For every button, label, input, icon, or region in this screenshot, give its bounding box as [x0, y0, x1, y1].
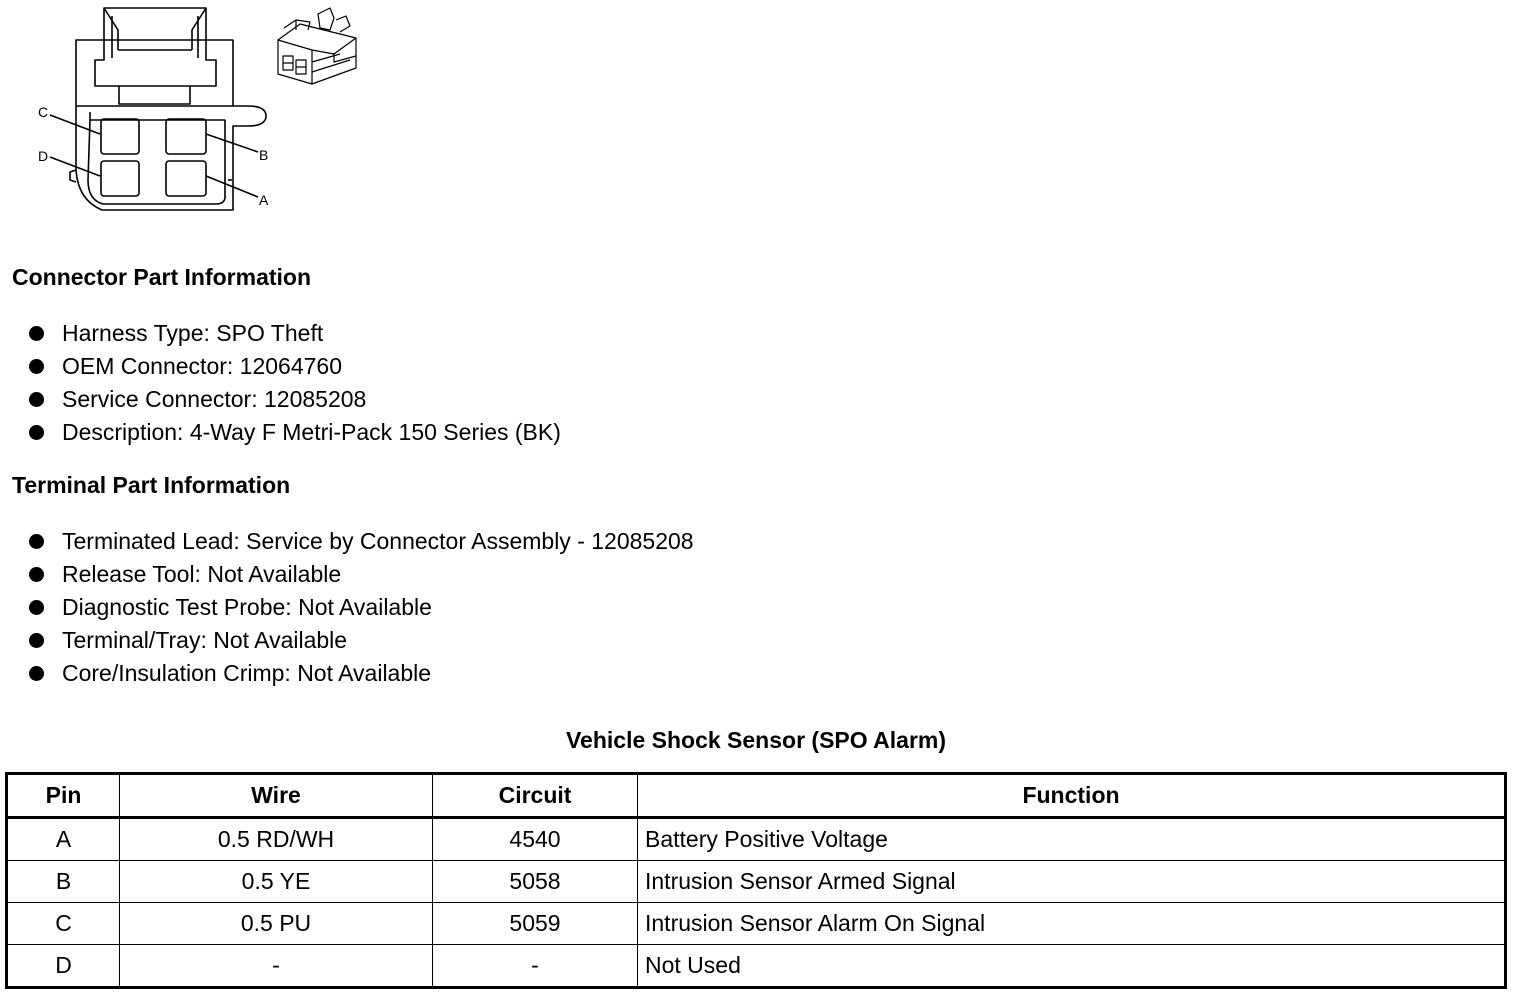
pin-label-a: A	[259, 192, 269, 208]
pin-cavity-b	[166, 119, 206, 154]
list-item: Description: 4-Way F Metri-Pack 150 Series (BK)	[28, 416, 561, 449]
bullet-icon	[29, 392, 44, 407]
list-item: Diagnostic Test Probe: Not Available	[28, 591, 694, 624]
list-item: Service Connector: 12085208	[28, 383, 561, 416]
connector-diagram	[30, 0, 370, 222]
list-item: Harness Type: SPO Theft	[28, 317, 561, 350]
wire-cell: 0.5 YE	[120, 861, 433, 903]
bullet-icon	[29, 534, 44, 549]
connector-info-list	[28, 317, 561, 449]
connector-iso-icon	[278, 8, 356, 84]
wire-cell: 0.5 RD/WH	[120, 818, 433, 861]
function-cell: Not Used	[638, 945, 1506, 988]
pin-label-d: D	[38, 148, 49, 164]
table-row	[7, 861, 1506, 903]
column-header-wire: Wire	[120, 774, 433, 818]
column-header-pin: Pin	[7, 774, 120, 818]
pin-cavity-a	[166, 161, 206, 196]
function-cell: Battery Positive Voltage	[638, 818, 1506, 861]
pin-cell: B	[7, 861, 120, 903]
list-item: OEM Connector: 12064760	[28, 350, 561, 383]
circuit-cell: 5059	[433, 903, 638, 945]
function-cell: Intrusion Sensor Armed Signal	[638, 861, 1506, 903]
table-row	[7, 818, 1506, 861]
list-item: Core/Insulation Crimp: Not Available	[28, 657, 694, 690]
bullet-icon	[29, 600, 44, 615]
bullet-icon	[29, 567, 44, 582]
table-row	[7, 903, 1506, 945]
function-cell: Intrusion Sensor Alarm On Signal	[638, 903, 1506, 945]
list-item: Terminal/Tray: Not Available	[28, 624, 694, 657]
column-header-function: Function	[638, 774, 1506, 818]
table-row	[7, 945, 1506, 988]
bullet-icon	[29, 666, 44, 681]
circuit-cell: -	[433, 945, 638, 988]
pin-cavity-d	[101, 161, 139, 196]
circuit-cell: 5058	[433, 861, 638, 903]
pin-cavity-c	[101, 119, 139, 154]
circuit-cell: 4540	[433, 818, 638, 861]
bullet-icon	[29, 326, 44, 341]
connector-housing	[76, 40, 269, 210]
pin-cell: A	[7, 818, 120, 861]
pin-label-c: C	[38, 104, 49, 120]
pin-cell: D	[7, 945, 120, 988]
pin-cell: C	[7, 903, 120, 945]
list-item: Terminated Lead: Service by Connector Assembly - 12085208	[28, 525, 694, 558]
terminal-info-list	[28, 525, 694, 690]
bullet-icon	[29, 425, 44, 440]
wire-cell: -	[120, 945, 433, 988]
bullet-icon	[29, 633, 44, 648]
pin-label-b: B	[259, 147, 269, 163]
wire-cell: 0.5 PU	[120, 903, 433, 945]
pin-table-title: Vehicle Shock Sensor (SPO Alarm)	[565, 727, 947, 753]
pin-table	[5, 772, 1507, 989]
table-header-row	[7, 774, 1506, 818]
terminal-section-heading: Terminal Part Information	[12, 472, 291, 498]
list-item: Release Tool: Not Available	[28, 558, 694, 591]
column-header-circuit: Circuit	[433, 774, 638, 818]
bullet-icon	[29, 359, 44, 374]
connector-section-heading: Connector Part Information	[12, 264, 312, 290]
